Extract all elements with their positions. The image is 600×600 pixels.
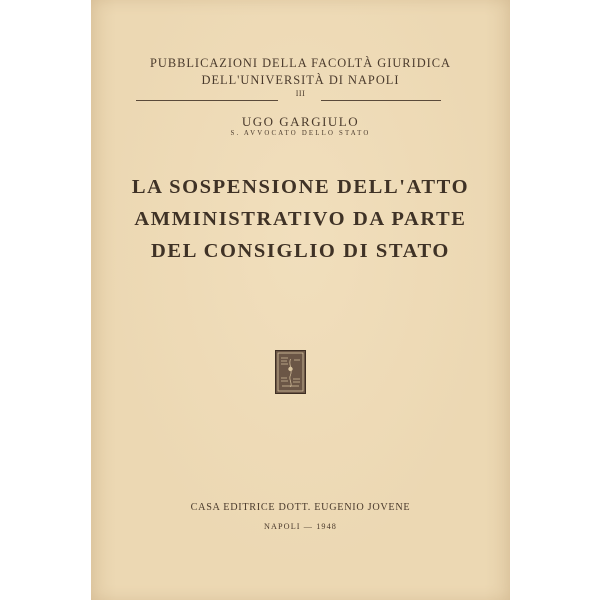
publisher: CASA EDITRICE DOTT. EUGENIO JOVENE bbox=[190, 502, 411, 513]
title-line-3: DEL CONSIGLIO DI STATO bbox=[151, 240, 450, 262]
series-line-2: DELL'UNIVERSITÀ DI NAPOLI bbox=[201, 73, 400, 87]
series-line-1: PUBBLICAZIONI DELLA FACOLTÀ GIURIDICA bbox=[150, 56, 451, 70]
series-rule-left bbox=[136, 100, 278, 101]
author-name: UGO GARGIULO bbox=[241, 114, 360, 129]
series-number: III bbox=[295, 89, 306, 98]
author-title: S. AVVOCATO DELLO STATO bbox=[230, 130, 371, 137]
title-line-2: AMMINISTRATIVO DA PARTE bbox=[134, 208, 467, 230]
book-cover bbox=[91, 0, 510, 600]
publisher-emblem-icon bbox=[275, 350, 306, 394]
title-line-1: LA SOSPENSIONE DELL'ATTO bbox=[131, 176, 470, 198]
place-year: NAPOLI — 1948 bbox=[264, 522, 337, 531]
series-rule-right bbox=[321, 100, 441, 101]
